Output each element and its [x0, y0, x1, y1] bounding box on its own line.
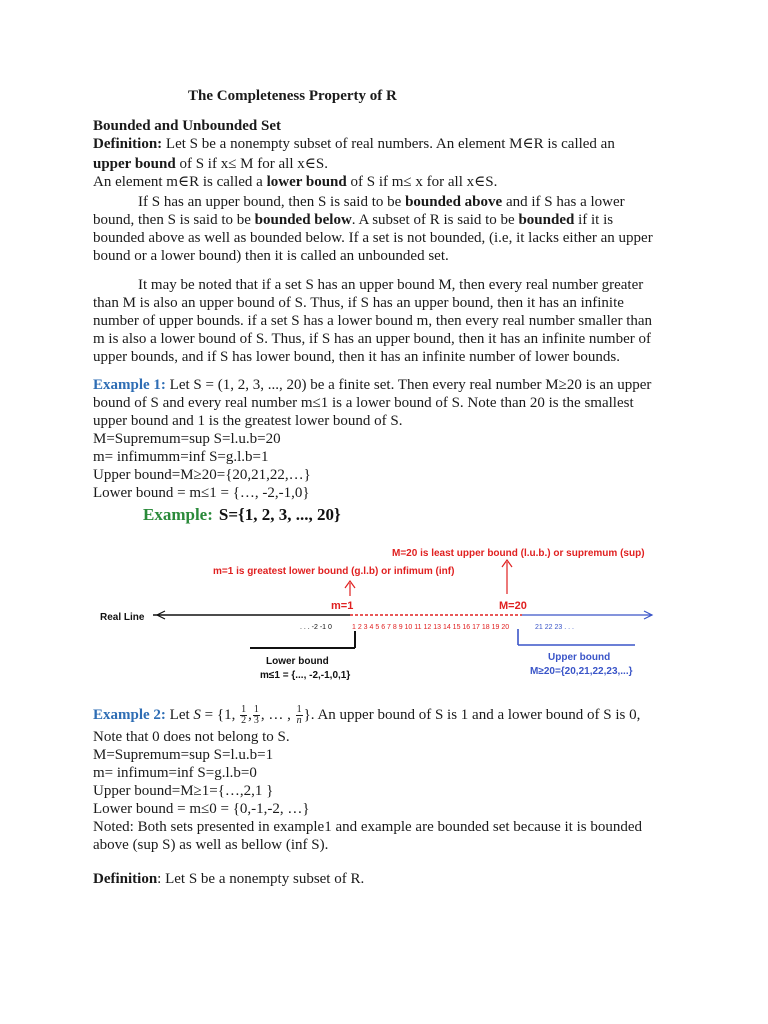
lower-box-title: Lower bound [266, 656, 329, 667]
example2-inf: m= infimum=inf S=g.l.b=0 [93, 765, 257, 781]
example2-set-symbol: S [193, 707, 201, 723]
example2-sup: M=Supremum=sup S=l.u.b=1 [93, 747, 274, 763]
upper-bound-bracket [518, 629, 635, 645]
M-label: M=20 [499, 600, 527, 612]
lower-box-set: m≤1 = {..., -2,-1,0,1} [260, 670, 351, 681]
paragraph2-line-3: number of upper bounds. if a set S has a lower bound m, then every real number smaller than [93, 313, 653, 329]
example2-line-1: Example 2: Let S = {1, $\frac{1}{2}$ , $\frac{1}{3}$ , … , $\frac{1}{n}$ }. An upper bound of S is 1 and a lower bound of S is 0, [93, 704, 641, 727]
section-heading: Bounded and Unbounded Set [93, 118, 282, 134]
definition2-label: Definition [93, 871, 158, 887]
fraction-one-third [253, 705, 260, 726]
figure-heading-label: Example: [143, 505, 213, 524]
lower-bound-definition [93, 173, 497, 191]
positive-ticks: 1 2 3 4 5 6 7 8 9 10 11 12 13 14 15 16 17 18 19 20 [352, 624, 510, 631]
fraction-one-half [240, 705, 247, 726]
lower-line-pre: An element m∈R is called a [93, 174, 267, 190]
example2-lower: Lower bound = m≤0 = {0,-1,-2, …} [93, 801, 310, 817]
after-ticks: 21 22 23 . . . [535, 624, 574, 631]
example2-noted-2: above (sup S) as well as bellow (inf S). [93, 837, 329, 853]
example2-line-2: Note that 0 does not belong to S. [93, 729, 290, 745]
definition2-text: : Let S be a nonempty subset of R. [157, 871, 365, 887]
definition-text-2: of S if x≤ M for all x∈S. [175, 156, 328, 172]
infimum-note: m=1 is greatest lower bound (g.l.b) or infimum (inf) [213, 566, 455, 577]
paragraph2-line-5: upper bounds, and if S has lower bound, then it has an infinite number of lower bounds. [93, 349, 620, 365]
real-line [153, 611, 652, 619]
upper-bound-term: upper bound [93, 156, 176, 172]
definition-line-1 [93, 135, 615, 153]
bounded-below-term: bounded below [254, 212, 352, 228]
supremum-arrow [502, 560, 512, 594]
example2-let: Let [165, 707, 194, 723]
example1-line-3: upper bound and 1 is the greatest lower bound of S. [93, 413, 403, 429]
paragraph2-line-1: It may be noted that if a set S has an upper bound M, then every real number greater [138, 277, 644, 293]
paragraph1-line-3: bounded above as well as bounded below. If a set is not bounded, (i.e, it lacks either an upper [93, 230, 653, 246]
frac1-num: 1 [241, 704, 247, 716]
example2-dots: , … , [260, 707, 295, 723]
definition2-line [93, 870, 364, 888]
example1-inf: m= infimumm=inf S=g.l.b=1 [93, 449, 269, 465]
bounded-term: bounded [518, 212, 575, 228]
p1-b: and if S has a lower [502, 194, 625, 210]
definition-text: Let S be a nonempty subset of real numbers. An element M∈R is called an [162, 136, 615, 152]
lower-line-post: of S if m≤ x for all x∈S. [346, 174, 498, 190]
frac3-num: 1 [296, 704, 302, 716]
example1-label: Example 1: [93, 377, 166, 393]
example1-sup: M=Supremum=sup S=l.u.b=20 [93, 431, 281, 447]
definition-line-2 [93, 155, 328, 173]
example2-label: Example 2: [93, 707, 166, 723]
frac2-num: 1 [253, 704, 259, 716]
m-label: m=1 [331, 600, 354, 612]
frac1-den: 2 [241, 715, 247, 727]
figure-heading-set: S={1, 2, 3, ..., 20} [218, 505, 341, 524]
paragraph2-line-4: m is also a lower bound of S. Thus, if S has an upper bound, then it has an infinite number of [93, 331, 651, 347]
definition-label: Definition: [93, 136, 163, 152]
upper-box-set: M≥20={20,21,22,23,...} [530, 666, 633, 677]
lower-bound-term: lower bound [266, 174, 347, 190]
example1-text: Let S = (1, 2, 3, ..., 20) be a finite set. Then every real number M≥20 is an upper [165, 377, 652, 393]
p1-d: . A subset of R is said to be [351, 212, 519, 228]
example1-lower: Lower bound = m≤1 = {…, -2,-1,0} [93, 485, 310, 501]
example2-eq-close: }. [303, 707, 315, 723]
lower-bound-bracket [250, 631, 355, 648]
fraction-one-over-n [296, 705, 303, 726]
example2-line1-rest: An upper bound of S is 1 and a lower bound of S is 0, [314, 707, 641, 723]
paragraph1-line-2 [93, 211, 613, 229]
upper-box-title: Upper bound [548, 652, 611, 663]
frac2-den: 3 [253, 715, 259, 727]
p1-e: if it is [574, 212, 614, 228]
example1-line-2: bound of S and every real number m≤1 is a lower bound of S. Note than 20 is the smallest [93, 395, 634, 411]
example1-upper: Upper bound=M≥20={20,21,22,…} [93, 467, 311, 483]
example2-eq-open: = {1, [200, 707, 240, 723]
frac3-den: n [296, 715, 302, 727]
bounded-above-term: bounded above [405, 194, 503, 210]
p1-a: If S has an upper bound, then S is said to be [138, 194, 406, 210]
example2-noted-1: Noted: Both sets presented in example1 and example are bounded set because it is bounded [93, 819, 643, 835]
p1-c: bound, then S is said to be [93, 212, 255, 228]
figure-heading [143, 505, 341, 525]
page-title: The Completeness Property of R [188, 88, 397, 104]
negative-ticks: . . . -2 -1 0 [300, 624, 332, 631]
paragraph2-line-2: than M is also an upper bound of S. Thus, if S has an upper bound, then it has an infinite [93, 295, 624, 311]
example2-upper: Upper bound=M≥1={…,2,1 } [93, 783, 274, 799]
supremum-note: M=20 is least upper bound (l.u.b.) or supremum (sup) [392, 548, 645, 559]
example1-line-1 [93, 376, 651, 394]
infimum-arrow [345, 581, 355, 596]
paragraph1-line-4: bound or a lower bound) then it is called an unbounded set. [93, 248, 449, 264]
paragraph1-line-1 [138, 193, 625, 211]
real-line-label: Real Line [100, 612, 145, 623]
